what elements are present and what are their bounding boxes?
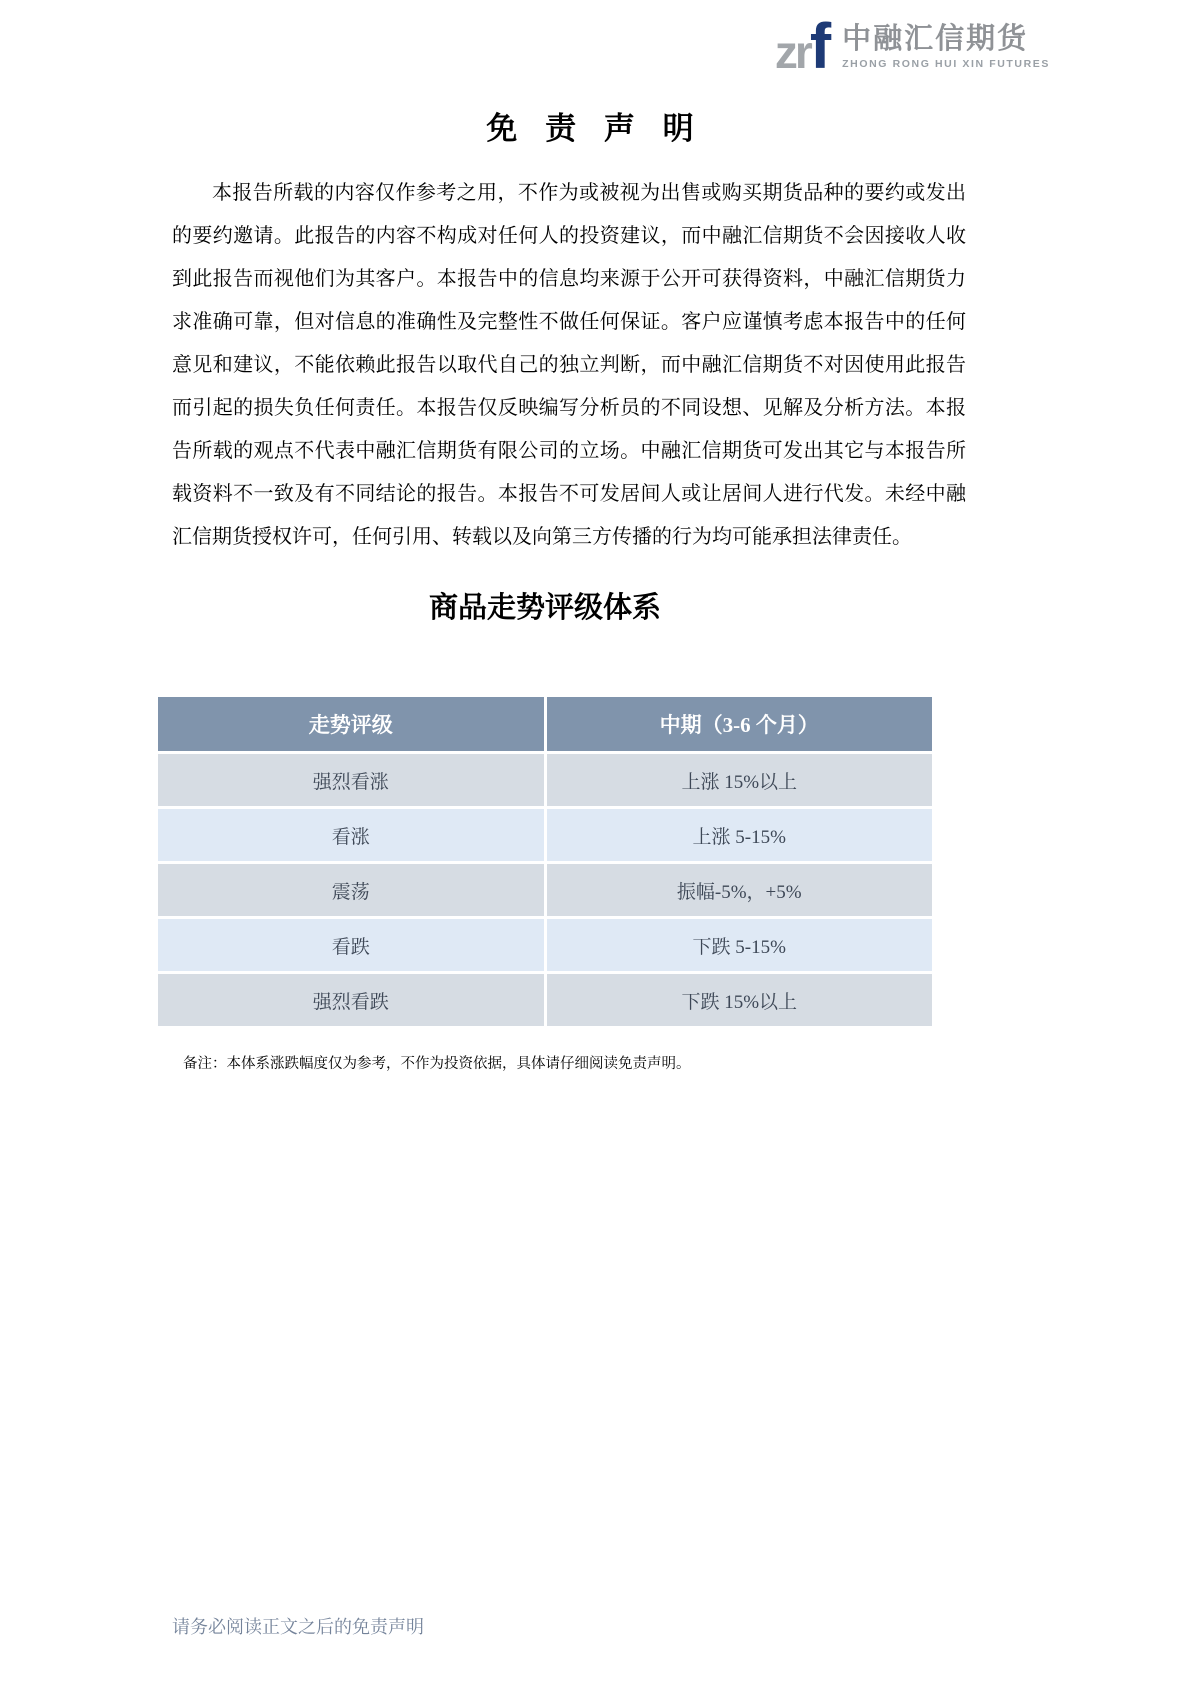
table-header-cell: 中期（3-6 个月） (545, 696, 934, 753)
table-cell: 看跌 (157, 918, 546, 973)
logo-zr-text: zr (774, 26, 810, 78)
table-row (157, 753, 934, 808)
disclaimer-paragraph: 本报告所载的内容仅作参考之用，不作为或被视为出售或购买期货品种的要约或发出的要约邀请。此报告的内容不构成对任何人的投资建议，而中融汇信期货不会因接收人收到此报告而视他们为其客户。本报告中的信息均来源于公开可获得资料，中融汇信期货力求准确可靠，但对信息的准确性及完整性不做任何保证。客户应谨慎考虑本报告中的任何意见和建议，不能依赖此报告以取代自己的独立判断，而中融汇信期货不对因使用此报告而引起的损失负任何责任。本报告仅反映编写分析员的不同设想、见解及分析方法。本报告所载的观点不代表中融汇信期货有限公司的立场。中融汇信期货可发出其它与本报告所载资料不一致及有不同结论的报告。本报告不可发居间人或让居间人进行代发。未经中融汇信期货授权许可，任何引用、转载以及向第三方传播的行为均可能承担法律责任。 (172, 182, 966, 548)
table-cell: 强烈看跌 (157, 973, 546, 1028)
table-cell: 振幅-5%，+5% (545, 863, 934, 918)
logo-names (842, 24, 1050, 71)
table-cell: 下跌 15%以上 (545, 973, 934, 1028)
table-cell: 看涨 (157, 808, 546, 863)
table-cell: 震荡 (157, 863, 546, 918)
table-header-row (157, 696, 934, 753)
table-row (157, 918, 934, 973)
section-title: 商品走势评级体系 (428, 592, 661, 624)
table-cell: 上涨 5-15% (545, 808, 934, 863)
table-note: 备注：本体系涨跌幅度仅为参考，不作为投资依据，具体请仔细阅读免责声明。 (183, 1056, 691, 1072)
table-body (157, 753, 934, 1028)
table-row (157, 863, 934, 918)
table-cell: 下跌 5-15% (545, 918, 934, 973)
table-row (157, 808, 934, 863)
company-logo (774, 10, 1050, 82)
logo-f-text: f (809, 10, 829, 82)
logo-zrf-mark (774, 10, 829, 82)
table-header-cell: 走势评级 (157, 696, 546, 753)
footer-disclaimer: 请务必阅读正文之后的免责声明 (172, 1617, 424, 1637)
page-title: 免 责 声 明 (486, 111, 704, 146)
rating-table (155, 694, 935, 1029)
logo-company-name-cn: 中融汇信期货 (842, 23, 1029, 56)
logo-company-name-en: ZHONG RONG HUI XIN FUTURES (842, 57, 1050, 70)
table-cell: 强烈看涨 (157, 753, 546, 808)
table-cell: 上涨 15%以上 (545, 753, 934, 808)
table-row (157, 973, 934, 1028)
